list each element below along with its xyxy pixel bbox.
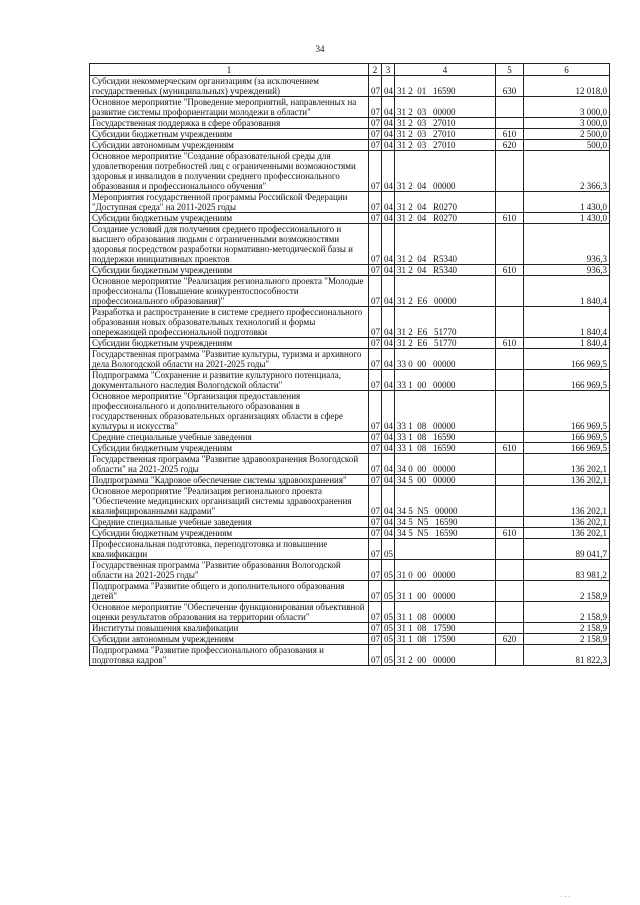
row-name: Разработка и распространение в системе среднего профессионального образования новых образовательных технологий и формы опережающей профессиональной подготовки — [90, 307, 369, 338]
row-article: 31 2 03 27010 — [395, 118, 496, 129]
row-article: 31 2 04 R0270 — [395, 213, 496, 224]
row-section: 07 — [369, 118, 382, 129]
row-article: 31 2 00 00000 — [395, 645, 496, 666]
row-subsection: 04 — [382, 118, 395, 129]
row-expense-type: 610 — [496, 338, 524, 349]
budget-table — [89, 63, 610, 666]
row-section: 07 — [369, 443, 382, 454]
row-article: 33 1 00 00000 — [395, 370, 496, 391]
row-name: Основное мероприятие "Реализация регионального проекта "Молодые профессионалы (Повышение конкурентоспособности профессионального образования)" — [90, 276, 369, 307]
row-article: 33 1 08 00000 — [395, 391, 496, 432]
row-article: 31 2 04 R5340 — [395, 265, 496, 276]
table-row — [90, 391, 610, 432]
table-row — [90, 528, 610, 539]
row-amount: 136 202,1 — [524, 475, 610, 486]
row-subsection: 04 — [382, 213, 395, 224]
row-expense-type — [496, 517, 524, 528]
row-section: 07 — [369, 634, 382, 645]
row-article: 31 2 01 16590 — [395, 76, 496, 97]
table-header-row — [90, 64, 610, 76]
row-article: 34 5 N5 16590 — [395, 517, 496, 528]
header-col-name: 1 — [90, 64, 369, 76]
row-section: 07 — [369, 129, 382, 140]
row-section: 07 — [369, 349, 382, 370]
row-section: 07 — [369, 265, 382, 276]
row-article: 31 1 08 17590 — [395, 634, 496, 645]
row-amount: 2 500,0 — [524, 129, 610, 140]
row-subsection: 04 — [382, 370, 395, 391]
row-article: 33 1 08 16590 — [395, 443, 496, 454]
table-row — [90, 265, 610, 276]
row-expense-type — [496, 307, 524, 338]
row-subsection: 04 — [382, 224, 395, 265]
row-name: Основное мероприятие "Проведение мероприятий, направленных на развитие системы профориентации молодежи в области" — [90, 97, 369, 118]
row-expense-type — [496, 581, 524, 602]
scan-mark: · · · — [560, 893, 571, 901]
row-amount: 136 202,1 — [524, 486, 610, 517]
row-article: 31 1 08 17590 — [395, 623, 496, 634]
row-subsection: 04 — [382, 432, 395, 443]
row-amount: 166 969,5 — [524, 349, 610, 370]
row-expense-type — [496, 560, 524, 581]
row-name: Субсидии некоммерческим организациям (за исключением государственных (муниципальных) учреждений) — [90, 76, 369, 97]
row-expense-type — [496, 349, 524, 370]
row-name: Подпрограмма "Сохранение и развитие культурного потенциала, документального наследия Вологодской области" — [90, 370, 369, 391]
row-amount: 1 840,4 — [524, 307, 610, 338]
row-expense-type: 620 — [496, 634, 524, 645]
table-row — [90, 475, 610, 486]
row-expense-type — [496, 432, 524, 443]
row-section: 07 — [369, 224, 382, 265]
table-row — [90, 454, 610, 475]
row-section: 07 — [369, 276, 382, 307]
table-row — [90, 140, 610, 151]
table-row — [90, 443, 610, 454]
row-article: 31 2 03 00000 — [395, 97, 496, 118]
row-name: Основное мероприятие "Создание образовательной среды для удовлетворения потребностей лиц с ограниченными возможностями здоровья и инвалидов в получении среднего профессионального образования и профессионального обучения" — [90, 151, 369, 192]
row-section: 07 — [369, 370, 382, 391]
row-subsection: 04 — [382, 443, 395, 454]
row-name: Субсидии бюджетным учреждениям — [90, 443, 369, 454]
row-expense-type — [496, 645, 524, 666]
table-row — [90, 623, 610, 634]
row-article: 33 0 00 00000 — [395, 349, 496, 370]
row-amount: 83 981,2 — [524, 560, 610, 581]
row-subsection: 04 — [382, 276, 395, 307]
row-name: Государственная программа "Развитие культуры, туризма и архивного дела Вологодской области на 2021-2025 годы" — [90, 349, 369, 370]
row-subsection: 04 — [382, 486, 395, 517]
header-col-subsection: 3 — [382, 64, 395, 76]
row-subsection: 05 — [382, 560, 395, 581]
row-subsection: 04 — [382, 391, 395, 432]
row-expense-type: 610 — [496, 265, 524, 276]
table-row — [90, 486, 610, 517]
table-row — [90, 76, 610, 97]
row-name: Субсидии бюджетным учреждениям — [90, 338, 369, 349]
row-article: 31 2 04 R5340 — [395, 224, 496, 265]
row-article: 34 0 00 00000 — [395, 454, 496, 475]
row-name: Субсидии автономным учреждениям — [90, 634, 369, 645]
row-article: 31 2 04 R0270 — [395, 192, 496, 213]
table-row — [90, 276, 610, 307]
row-section: 07 — [369, 307, 382, 338]
row-amount: 1 430,0 — [524, 213, 610, 224]
row-expense-type — [496, 623, 524, 634]
row-expense-type: 630 — [496, 76, 524, 97]
row-expense-type: 610 — [496, 528, 524, 539]
table-row — [90, 560, 610, 581]
row-article: 31 2 E6 00000 — [395, 276, 496, 307]
row-expense-type — [496, 486, 524, 517]
table-row — [90, 581, 610, 602]
row-article: 31 2 04 00000 — [395, 151, 496, 192]
row-name: Мероприятия государственной программы Российской Федерации "Доступная среда" на 2011-2025 годы — [90, 192, 369, 213]
table-row — [90, 118, 610, 129]
row-section: 07 — [369, 454, 382, 475]
row-name: Субсидии бюджетным учреждениям — [90, 528, 369, 539]
row-subsection: 04 — [382, 517, 395, 528]
row-subsection: 05 — [382, 602, 395, 623]
row-section: 07 — [369, 645, 382, 666]
row-section: 07 — [369, 581, 382, 602]
table-row — [90, 432, 610, 443]
row-subsection: 05 — [382, 634, 395, 645]
row-amount: 2 158,9 — [524, 602, 610, 623]
row-name: Основное мероприятие "Организация предоставления профессионального и дополнительного образования в государственных образовательных организациях области в сфере культуры и искусства" — [90, 391, 369, 432]
row-section: 07 — [369, 432, 382, 443]
row-article: 34 5 00 00000 — [395, 475, 496, 486]
table-row — [90, 349, 610, 370]
row-amount: 2 158,9 — [524, 581, 610, 602]
row-section: 07 — [369, 486, 382, 517]
row-subsection: 04 — [382, 307, 395, 338]
table-row — [90, 97, 610, 118]
header-col-amount: 6 — [524, 64, 610, 76]
table-row — [90, 192, 610, 213]
row-expense-type — [496, 224, 524, 265]
row-expense-type — [496, 475, 524, 486]
row-article: 34 5 N5 16590 — [395, 528, 496, 539]
table-row — [90, 634, 610, 645]
row-section: 07 — [369, 140, 382, 151]
row-name: Субсидии автономным учреждениям — [90, 140, 369, 151]
row-name: Профессиональная подготовка, переподготовка и повышение квалификации — [90, 539, 369, 560]
row-name: Подпрограмма "Развитие общего и дополнительного образования детей" — [90, 581, 369, 602]
row-subsection: 05 — [382, 539, 395, 560]
row-amount: 2 158,9 — [524, 623, 610, 634]
row-amount: 1 430,0 — [524, 192, 610, 213]
row-name: Средние специальные учебные заведения — [90, 432, 369, 443]
row-subsection: 04 — [382, 151, 395, 192]
row-name: Создание условий для получения среднего профессионального и высшего образования людьми с ограниченными возможностями здоровья посредством разработки нормативно-методической базы и поддержки инициативных проектов — [90, 224, 369, 265]
row-subsection: 04 — [382, 192, 395, 213]
row-section: 07 — [369, 97, 382, 118]
row-name: Субсидии бюджетным учреждениям — [90, 265, 369, 276]
table-row — [90, 151, 610, 192]
row-amount: 1 840,4 — [524, 276, 610, 307]
row-amount: 3 000,0 — [524, 97, 610, 118]
row-expense-type — [496, 276, 524, 307]
row-subsection: 04 — [382, 338, 395, 349]
row-amount: 2 158,9 — [524, 634, 610, 645]
header-col-article: 4 — [395, 64, 496, 76]
row-name: Институты повышения квалификации — [90, 623, 369, 634]
table-row — [90, 224, 610, 265]
row-amount: 136 202,1 — [524, 517, 610, 528]
row-expense-type — [496, 192, 524, 213]
row-expense-type — [496, 454, 524, 475]
row-expense-type — [496, 370, 524, 391]
row-expense-type: 610 — [496, 443, 524, 454]
row-amount: 136 202,1 — [524, 454, 610, 475]
row-section: 07 — [369, 602, 382, 623]
row-subsection: 04 — [382, 265, 395, 276]
row-subsection: 04 — [382, 528, 395, 539]
row-section: 07 — [369, 213, 382, 224]
row-amount: 936,3 — [524, 265, 610, 276]
row-expense-type — [496, 97, 524, 118]
row-amount: 936,3 — [524, 224, 610, 265]
row-name: Основное мероприятие "Реализация регионального проекта "Обеспечение медицинских организаций системы здравоохранения квалифицированными кадрами" — [90, 486, 369, 517]
row-name: Подпрограмма "Развитие профессионального образования и подготовка кадров" — [90, 645, 369, 666]
table-row — [90, 517, 610, 528]
page-number: 34 — [315, 44, 325, 54]
row-expense-type — [496, 118, 524, 129]
table-row — [90, 307, 610, 338]
row-amount: 166 969,5 — [524, 443, 610, 454]
row-amount: 166 969,5 — [524, 370, 610, 391]
row-section: 07 — [369, 76, 382, 97]
row-name: Государственная поддержка в сфере образования — [90, 118, 369, 129]
table-row — [90, 539, 610, 560]
row-amount: 166 969,5 — [524, 391, 610, 432]
row-subsection: 04 — [382, 140, 395, 151]
header-col-expense-type: 5 — [496, 64, 524, 76]
row-amount: 2 366,3 — [524, 151, 610, 192]
table-row — [90, 129, 610, 140]
row-expense-type — [496, 151, 524, 192]
row-name: Субсидии бюджетным учреждениям — [90, 213, 369, 224]
row-section: 07 — [369, 192, 382, 213]
row-expense-type: 610 — [496, 129, 524, 140]
row-article: 31 2 03 27010 — [395, 140, 496, 151]
table-row — [90, 213, 610, 224]
row-section: 07 — [369, 528, 382, 539]
row-article: 31 1 00 00000 — [395, 581, 496, 602]
row-expense-type: 620 — [496, 140, 524, 151]
header-col-section: 2 — [369, 64, 382, 76]
row-amount: 166 969,5 — [524, 432, 610, 443]
row-subsection: 04 — [382, 454, 395, 475]
row-article: 33 1 08 16590 — [395, 432, 496, 443]
row-article: 31 2 E6 51770 — [395, 307, 496, 338]
row-amount: 89 041,7 — [524, 539, 610, 560]
row-subsection: 04 — [382, 475, 395, 486]
row-subsection: 05 — [382, 623, 395, 634]
row-article: 31 0 00 00000 — [395, 560, 496, 581]
table-row — [90, 370, 610, 391]
row-section: 07 — [369, 151, 382, 192]
row-article: 31 1 08 00000 — [395, 602, 496, 623]
table-row — [90, 338, 610, 349]
row-article — [395, 539, 496, 560]
row-amount: 81 822,3 — [524, 645, 610, 666]
row-subsection: 04 — [382, 129, 395, 140]
row-article: 34 5 N5 00000 — [395, 486, 496, 517]
row-section: 07 — [369, 475, 382, 486]
row-expense-type: 610 — [496, 213, 524, 224]
row-subsection: 04 — [382, 349, 395, 370]
row-expense-type — [496, 539, 524, 560]
table-row — [90, 602, 610, 623]
row-subsection: 05 — [382, 581, 395, 602]
row-section: 07 — [369, 391, 382, 432]
row-subsection: 05 — [382, 645, 395, 666]
row-section: 07 — [369, 517, 382, 528]
row-amount: 1 840,4 — [524, 338, 610, 349]
row-section: 07 — [369, 623, 382, 634]
row-amount: 3 000,0 — [524, 118, 610, 129]
row-name: Подпрограмма "Кадровое обеспечение системы здравоохранения" — [90, 475, 369, 486]
row-name: Государственная программа "Развитие здравоохранения Вологодской области" на 2021-2025 годы — [90, 454, 369, 475]
row-expense-type — [496, 602, 524, 623]
table-row — [90, 645, 610, 666]
row-amount: 500,0 — [524, 140, 610, 151]
row-section: 07 — [369, 560, 382, 581]
row-section: 07 — [369, 539, 382, 560]
row-amount: 12 018,0 — [524, 76, 610, 97]
row-section: 07 — [369, 338, 382, 349]
row-name: Основное мероприятие "Обеспечение функционирования объективной оценки результатов образования на территории области" — [90, 602, 369, 623]
row-article: 31 2 03 27010 — [395, 129, 496, 140]
row-article: 31 2 E6 51770 — [395, 338, 496, 349]
row-name: Средние специальные учебные заведения — [90, 517, 369, 528]
row-subsection: 04 — [382, 76, 395, 97]
row-name: Государственная программа "Развитие образования Вологодской области на 2021-2025 годы" — [90, 560, 369, 581]
row-name: Субсидии бюджетным учреждениям — [90, 129, 369, 140]
row-expense-type — [496, 391, 524, 432]
row-amount: 136 202,1 — [524, 528, 610, 539]
row-subsection: 04 — [382, 97, 395, 118]
